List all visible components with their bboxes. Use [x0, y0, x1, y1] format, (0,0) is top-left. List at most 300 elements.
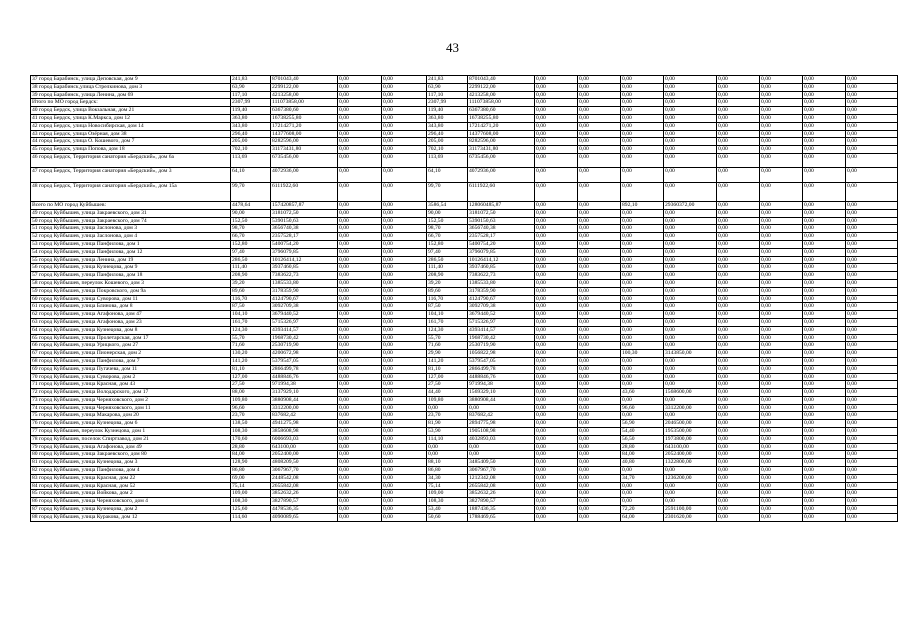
value-cell: 0,00	[760, 201, 803, 209]
value-cell: 0,00	[760, 342, 803, 350]
value-cell: 0,00	[578, 240, 621, 248]
value-cell: 0,00	[760, 264, 803, 272]
value-cell: 1953500,00	[664, 428, 717, 436]
value-cell: 0,00	[382, 83, 427, 91]
table-row	[31, 451, 898, 459]
value-cell: 0,00	[382, 506, 427, 514]
value-cell: 971994,38	[271, 381, 338, 389]
value-cell: 0,00	[664, 256, 717, 264]
value-cell: 0,00	[338, 404, 382, 412]
value-cell: 0,00	[621, 272, 664, 280]
value-cell: 0,00	[382, 443, 427, 451]
value-cell: 3656740,38	[271, 225, 338, 233]
value-cell: 0,00	[760, 451, 803, 459]
value-cell: 0,00	[578, 350, 621, 358]
value-cell: 0,00	[803, 381, 846, 389]
value-cell: 0,00	[760, 303, 803, 311]
table-row	[31, 217, 898, 225]
value-cell: 0,00	[803, 498, 846, 506]
value-cell: 0,00	[803, 326, 846, 334]
value-cell: 0,00	[717, 240, 760, 248]
value-cell: 0,00	[664, 295, 717, 303]
value-cell: 0,00	[578, 272, 621, 280]
value-cell: 0,00	[664, 490, 717, 498]
value-cell: 0,00	[846, 130, 898, 138]
value-cell: 0,00	[621, 498, 664, 506]
value-cell: 0,00	[846, 342, 898, 350]
value-cell: 0,00	[664, 342, 717, 350]
table-row	[31, 233, 898, 241]
value-cell: 114,60	[231, 513, 271, 521]
value-cell: 241,83	[427, 76, 468, 84]
table-row	[31, 76, 898, 84]
value-cell: 1968730,42	[271, 334, 338, 342]
value-cell: 98,70	[231, 225, 271, 233]
value-cell: 0,00	[803, 146, 846, 154]
value-cell: 27,50	[231, 381, 271, 389]
value-cell: 0,00	[535, 474, 578, 482]
value-cell: 2357528,17	[468, 233, 535, 241]
value-cell: 87,50	[427, 303, 468, 311]
value-cell: 0,00	[578, 217, 621, 225]
value-cell: 0,00	[578, 318, 621, 326]
value-cell: 0,00	[803, 467, 846, 475]
value-cell: 0,00	[760, 490, 803, 498]
value-cell: 0,00	[338, 272, 382, 280]
value-cell: 0,00	[717, 279, 760, 287]
value-cell: 0,00	[382, 303, 427, 311]
value-cell: 2866499,78	[271, 365, 338, 373]
value-cell: 0,00	[846, 381, 898, 389]
value-cell: 0,00	[382, 490, 427, 498]
table-row	[31, 404, 898, 412]
table-row	[31, 420, 898, 428]
value-cell: 0,00	[578, 342, 621, 350]
address-cell: 45 город Бердск, улица Попова, дом 18	[31, 146, 231, 154]
value-cell: 2655842,08	[271, 482, 338, 490]
value-cell: 0,00	[621, 83, 664, 91]
value-cell: 8701043,40	[271, 76, 338, 84]
value-cell: 0,00	[578, 256, 621, 264]
value-cell: 117,10	[427, 91, 468, 99]
value-cell: 0,00	[621, 264, 664, 272]
value-cell: 1568600,00	[664, 389, 717, 397]
value-cell: 0,00	[535, 240, 578, 248]
value-cell: 4072936,00	[468, 168, 535, 183]
address-cell: 88 город Куйбышев, улица Куракова, дом 12	[31, 513, 231, 521]
value-cell: 0,00	[760, 420, 803, 428]
value-cell: 0,00	[803, 182, 846, 201]
value-cell: 0,00	[846, 168, 898, 183]
value-cell: 108,30	[231, 498, 271, 506]
value-cell: 39,20	[231, 279, 271, 287]
value-cell: 7383622,73	[468, 272, 535, 280]
address-cell: 72 город Куйбышев, улица Володарского, дом 17	[31, 389, 231, 397]
value-cell: 5400754,20	[271, 240, 338, 248]
table-row	[31, 334, 898, 342]
value-cell: 34,70	[621, 474, 664, 482]
value-cell: 0,00	[535, 99, 578, 107]
value-cell: 0,00	[664, 482, 717, 490]
value-cell: 0,00	[760, 326, 803, 334]
value-cell: 104,10	[427, 311, 468, 319]
value-cell: 0,00	[578, 428, 621, 436]
value-cell: 4124790,67	[271, 295, 338, 303]
value-cell: 0,00	[846, 373, 898, 381]
value-cell: 3178359,90	[271, 287, 338, 295]
value-cell: 1212342,08	[468, 474, 535, 482]
value-cell: 0,00	[382, 318, 427, 326]
value-cell: 0,00	[760, 209, 803, 217]
value-cell: 0,00	[578, 153, 621, 168]
value-cell: 0,00	[846, 99, 898, 107]
value-cell: 0,00	[803, 435, 846, 443]
value-cell: 0,00	[535, 443, 578, 451]
value-cell: 8282596,00	[468, 138, 535, 146]
value-cell: 0,00	[578, 209, 621, 217]
value-cell: 5379547,05	[271, 357, 338, 365]
value-cell: 0,00	[338, 490, 382, 498]
value-cell: 29,90	[427, 350, 468, 358]
value-cell: 0,00	[427, 443, 468, 451]
value-cell: 0,00	[803, 264, 846, 272]
address-cell: 74 город Куйбышев, улица Черняховского, дом 11	[31, 404, 231, 412]
value-cell: 3679440,52	[271, 311, 338, 319]
value-cell: 0,00	[621, 225, 664, 233]
address-cell: 40 город Бердск, улица Вокзальная, дом 21	[31, 107, 231, 115]
address-cell: 39 город Барабинск, улица Ленина, дом 69	[31, 91, 231, 99]
table-row	[31, 435, 898, 443]
value-cell: 0,00	[535, 326, 578, 334]
value-cell: 0,00	[427, 404, 468, 412]
value-cell: 0,00	[535, 138, 578, 146]
value-cell: 124,30	[231, 326, 271, 334]
value-cell: 0,00	[717, 467, 760, 475]
value-cell: 3796079,85	[271, 248, 338, 256]
value-cell: 17214271,20	[468, 122, 535, 130]
value-cell: 40,80	[621, 459, 664, 467]
value-cell: 0,00	[664, 76, 717, 84]
value-cell: 0,00	[846, 279, 898, 287]
value-cell: 2448542,08	[271, 474, 338, 482]
value-cell: 161,70	[231, 318, 271, 326]
value-cell: 0,00	[846, 311, 898, 319]
table-row	[31, 381, 898, 389]
value-cell: 0,00	[760, 138, 803, 146]
value-cell: 0,00	[717, 76, 760, 84]
table-row	[31, 272, 898, 280]
table-row	[31, 396, 898, 404]
value-cell: 0,00	[578, 334, 621, 342]
value-cell: 0,00	[382, 279, 427, 287]
value-cell: 0,00	[535, 490, 578, 498]
value-cell: 0,00	[664, 138, 717, 146]
value-cell: 0,00	[535, 412, 578, 420]
value-cell: 0,00	[578, 513, 621, 521]
value-cell: 205,00	[231, 138, 271, 146]
value-cell: 53,90	[427, 428, 468, 436]
page-number: 43	[446, 40, 459, 55]
value-cell: 0,00	[578, 357, 621, 365]
address-cell: Всего по МО город Куйбышев:	[31, 201, 231, 209]
value-cell: 0,00	[535, 272, 578, 280]
table-row	[31, 506, 898, 514]
value-cell: 0,00	[846, 357, 898, 365]
address-cell: 61 город Куйбышев, улица Блинова, дом 8	[31, 303, 231, 311]
value-cell: 0,00	[664, 107, 717, 115]
value-cell: 0,00	[717, 482, 760, 490]
value-cell: 64,10	[427, 168, 468, 183]
value-cell: 4488846,76	[468, 373, 535, 381]
value-cell: 1973800,00	[664, 435, 717, 443]
value-cell: 0,00	[803, 287, 846, 295]
value-cell: 0,00	[760, 107, 803, 115]
address-cell: 70 город Куйбышев, улица Суворова, дом 2	[31, 373, 231, 381]
value-cell: 0,00	[382, 412, 427, 420]
table-row	[31, 295, 898, 303]
value-cell: 0,00	[535, 350, 578, 358]
value-cell: 81,10	[231, 365, 271, 373]
value-cell: 0,00	[382, 396, 427, 404]
value-cell: 0,00	[803, 83, 846, 91]
value-cell: 100,30	[621, 350, 664, 358]
value-cell: 63,90	[427, 83, 468, 91]
value-cell: 702,10	[427, 146, 468, 154]
address-cell: 87 город Куйбышев, улица Кузнецова, дом 2	[31, 506, 231, 514]
value-cell: 4213258,00	[468, 91, 535, 99]
value-cell: 0,00	[535, 107, 578, 115]
value-cell: 0,00	[535, 451, 578, 459]
value-cell: 0,00	[338, 513, 382, 521]
value-cell: 0,00	[846, 272, 898, 280]
value-cell: 0,00	[338, 467, 382, 475]
value-cell: 64,00	[621, 513, 664, 521]
value-cell: 0,00	[803, 443, 846, 451]
address-cell: 82 город Куйбышев, улица Панфилова, дом 4	[31, 467, 231, 475]
value-cell: 1385533,80	[271, 279, 338, 287]
value-cell: 343,80	[231, 122, 271, 130]
value-cell: 208,90	[231, 272, 271, 280]
value-cell: 1905108,98	[468, 428, 535, 436]
value-cell: 0,00	[578, 326, 621, 334]
address-cell: 52 город Куйбышев, улица Заслонова, дом 4	[31, 233, 231, 241]
value-cell: 0,00	[803, 490, 846, 498]
value-cell: 0,00	[621, 138, 664, 146]
value-cell: 0,00	[760, 130, 803, 138]
value-cell: 0,00	[717, 404, 760, 412]
value-cell: 0,00	[535, 318, 578, 326]
value-cell: 0,00	[338, 130, 382, 138]
value-cell: 0,00	[760, 182, 803, 201]
value-cell: 2591100,00	[664, 506, 717, 514]
value-cell: 2052400,00	[664, 451, 717, 459]
value-cell: 72,20	[621, 506, 664, 514]
value-cell: 0,00	[717, 225, 760, 233]
value-cell: 0,00	[664, 498, 717, 506]
value-cell: 2301620,00	[664, 513, 717, 521]
table-row	[31, 225, 898, 233]
value-cell: 3852632,26	[271, 490, 338, 498]
table-row	[31, 513, 898, 521]
value-cell: 0,00	[338, 240, 382, 248]
value-cell: 3485409,50	[468, 459, 535, 467]
value-cell: 6367380,60	[271, 107, 338, 115]
value-cell: 0,00	[621, 182, 664, 201]
value-cell: 157420857,87	[271, 201, 338, 209]
value-cell: 5715326,97	[468, 318, 535, 326]
value-cell: 0,00	[382, 428, 427, 436]
address-cell: 73 город Куйбышев, улица Черняховского, дом 2	[31, 396, 231, 404]
table-row	[31, 201, 898, 209]
address-cell: 78 город Куйбышев, поселок Спиртзавод, дом 21	[31, 435, 231, 443]
value-cell: 0,00	[803, 334, 846, 342]
value-cell: 31173431,80	[271, 146, 338, 154]
value-cell: 0,00	[803, 122, 846, 130]
value-cell: 0,00	[621, 91, 664, 99]
value-cell: 0,00	[803, 76, 846, 84]
value-cell: 0,00	[578, 99, 621, 107]
value-cell: 0,00	[803, 279, 846, 287]
value-cell: 0,00	[621, 217, 664, 225]
value-cell: 3137929,10	[271, 389, 338, 397]
table-row	[31, 182, 898, 201]
value-cell: 0,00	[846, 122, 898, 130]
table-row	[31, 303, 898, 311]
value-cell: 138,50	[231, 420, 271, 428]
value-cell: 0,00	[338, 256, 382, 264]
value-cell: 3092709,38	[271, 303, 338, 311]
table-row	[31, 490, 898, 498]
value-cell: 0,00	[535, 389, 578, 397]
value-cell: 0,00	[535, 467, 578, 475]
value-cell: 0,00	[621, 295, 664, 303]
table-row	[31, 443, 898, 451]
value-cell: 0,00	[664, 91, 717, 99]
value-cell: 0,00	[382, 122, 427, 130]
table-row	[31, 482, 898, 490]
value-cell: 141,20	[427, 357, 468, 365]
value-cell: 0,00	[664, 334, 717, 342]
value-cell: 114,10	[427, 435, 468, 443]
value-cell: 0,00	[664, 99, 717, 107]
value-cell: 84,00	[621, 451, 664, 459]
address-cell: 59 город Куйбышев, улица Покровского, дом 9а	[31, 287, 231, 295]
value-cell: 2307,99	[231, 99, 271, 107]
value-cell: 125,60	[231, 506, 271, 514]
value-cell: 34,30	[427, 474, 468, 482]
address-cell: 51 город Куйбышев, улица Заслонова, дом 3	[31, 225, 231, 233]
value-cell: 0,00	[717, 107, 760, 115]
value-cell: 0,00	[760, 435, 803, 443]
value-cell: 10126414,12	[271, 256, 338, 264]
value-cell: 0,00	[846, 146, 898, 154]
value-cell: 0,00	[760, 279, 803, 287]
value-cell: 286,50	[231, 256, 271, 264]
value-cell: 8282596,00	[271, 138, 338, 146]
value-cell: 0,00	[535, 342, 578, 350]
value-cell: 0,00	[621, 303, 664, 311]
table-row	[31, 248, 898, 256]
value-cell: 108,30	[231, 428, 271, 436]
value-cell: 0,00	[717, 248, 760, 256]
value-cell: 0,00	[760, 404, 803, 412]
value-cell: 0,00	[717, 264, 760, 272]
value-cell: 0,00	[760, 311, 803, 319]
value-cell: 6735456,00	[468, 153, 535, 168]
value-cell: 2530719,90	[271, 342, 338, 350]
value-cell: 0,00	[717, 389, 760, 397]
value-cell: 0,00	[717, 311, 760, 319]
value-cell: 0,00	[338, 303, 382, 311]
value-cell: 3067967,70	[468, 467, 535, 475]
value-cell: 0,00	[535, 311, 578, 319]
value-cell: 0,00	[760, 153, 803, 168]
value-cell: 64,10	[231, 168, 271, 183]
value-cell: 0,00	[535, 287, 578, 295]
value-cell: 0,00	[382, 201, 427, 209]
value-cell: 0,00	[664, 225, 717, 233]
value-cell: 0,00	[338, 435, 382, 443]
value-cell: 88,00	[231, 389, 271, 397]
value-cell: 1322800,00	[664, 459, 717, 467]
value-cell: 0,00	[621, 365, 664, 373]
value-cell: 0,00	[846, 490, 898, 498]
value-cell: 0,00	[846, 404, 898, 412]
value-cell: 8701043,40	[468, 76, 535, 84]
value-cell: 3852632,26	[468, 490, 535, 498]
value-cell: 0,00	[338, 248, 382, 256]
value-cell: 0,00	[535, 506, 578, 514]
value-cell: 3937460,85	[468, 264, 535, 272]
table-row	[31, 365, 898, 373]
value-cell: 0,00	[717, 168, 760, 183]
value-cell: 0,00	[717, 217, 760, 225]
value-cell: 0,00	[382, 389, 427, 397]
address-cell: 41 город Бердск, улица К.Маркса, дом 12	[31, 114, 231, 122]
value-cell: 0,00	[846, 318, 898, 326]
value-cell: 0,00	[803, 428, 846, 436]
value-cell: 0,00	[382, 99, 427, 107]
value-cell: 0,00	[717, 342, 760, 350]
value-cell: 0,00	[535, 365, 578, 373]
value-cell: 0,00	[382, 435, 427, 443]
value-cell: 0,00	[846, 365, 898, 373]
value-cell: 0,00	[338, 217, 382, 225]
table-row	[31, 107, 898, 115]
value-cell: 0,00	[535, 513, 578, 521]
value-cell: 0,00	[664, 264, 717, 272]
table-row	[31, 279, 898, 287]
value-cell: 0,00	[717, 153, 760, 168]
value-cell: 0,00	[760, 114, 803, 122]
value-cell: 0,00	[578, 389, 621, 397]
value-cell: 0,00	[578, 122, 621, 130]
value-cell: 0,00	[535, 279, 578, 287]
value-cell: 0,00	[535, 428, 578, 436]
value-cell: 43,60	[621, 389, 664, 397]
value-cell: 2530719,90	[468, 342, 535, 350]
value-cell: 0,00	[760, 357, 803, 365]
value-cell: 3312200,00	[271, 404, 338, 412]
value-cell: 0,00	[621, 279, 664, 287]
value-cell: 0,00	[717, 412, 760, 420]
value-cell: 0,00	[382, 248, 427, 256]
value-cell: 152,50	[427, 217, 468, 225]
table-row	[31, 168, 898, 183]
value-cell: 0,00	[578, 373, 621, 381]
value-cell: 0,00	[535, 233, 578, 241]
value-cell: 0,00	[535, 182, 578, 201]
